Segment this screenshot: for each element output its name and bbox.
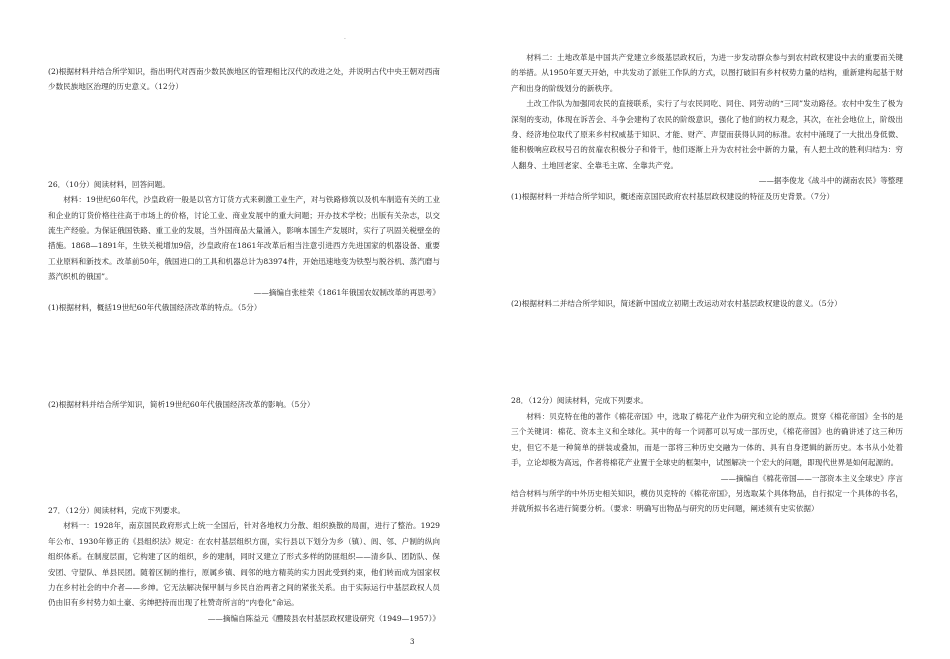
question-27-source-2: ——据李俊龙《战斗中的湖南农民》等整理 [758,176,903,186]
question-26-part-2: (2)根据材料并结合所学知识，简析19世纪60年代俄国经济改革的影响。（5分） [48,400,315,410]
question-27-material-2-paragraph-2: 土改工作队为加强同农民的直接联系，实行了与农民同吃、同住、同劳动的“三同”发动路径。农村中发生了极为深刻的变动，体现在诉苦会、斗争会建构了农民的阶级意识，强化了他们的权力观念，其次，在社会地位上，阶级出身、经济地位取代了原来乡村权威基于知识、才能、财产、声望而获得认同的标准。农村中涌现了一大批出身低微、能积极响应政权号召的贫雇农积极分子和骨干，他们逐渐上升为农村社会中新的力量，有人把土改的胜利归结为：穷人翻身、土地回老家、全靠毛主席、全靠共产党。 [511,99,903,170]
question-28-heading: 28．（12分）阅读材料，完成下列要求。 [511,396,649,406]
left-column [48,64,440,626]
question-27-part-1: (1)根据材料一并结合所学知识，概述南京国民政府农村基层政权建设的特征及历史背景。（7分） [511,191,835,201]
top-dot: · [344,36,346,43]
question-26-material: 材料：19世纪60年代，沙皇政府一般是以官方订货方式来刺激工业生产，对与铁路修筑以及机车制造有关的工业和企业的订货价格往往高于市场上的价格，讨论工业、商业发展中的重大问题；开办技术学校；出版有关杂志，以交流生产经验。为保证俄国铁路、重工业的发展，当外国商品大量涌入，影响本国生产发展时，实行了巩固关税壁垒的措施。1868—1891年，生铁关税增加9倍，沙皇政府在1861年改革后相当注意引进西方先进国家的机器设备、重要工业原料和新技术。改革前50年，俄国进口的工具和机器总计为83974件，开始迅速地变为铁型与脱谷机、蒸汽磨与蒸汽织机的俄国”。 [48,195,440,282]
question-27-material-2-paragraph-1: 材料二：土地改革是中国共产党建立乡级基层政权后，为进一步发动群众参与到农村政权建设中去的重要而关键的举措。从1950年夏天开始，中共发动了派驻工作队的方式，以图打破旧有乡村权势力量的结构，重新建构起基于财产和出身的阶级划分的新秩序。 [511,53,903,93]
question-26-part-1: (1)根据材料，概括19世纪60年代俄国经济改革的特点。（5分） [48,303,262,313]
question-28-source: ——摘编自《棉花帝国——一部资本主义全球史》序言 [720,473,903,483]
question-27-heading: 27．（12分）阅读材料，完成下列要求。 [48,505,186,515]
question-26-source: ——摘编自张桂荣《1861年俄国农奴制改革的再思考》 [253,287,440,297]
question-28-material: 材料：贝克特在他的著作《棉花帝国》中，选取了棉花产业作为研究和立论的原点。贯穿《棉花帝国》全书的是三个关键词：棉花、资本主义和全球化。其中的每一个词都可以写成一部历史，《棉花帝国》也的确讲述了这三种历史，但它不是一种简单的拼装或叠加，而是一部将三种历史交融为一体的、具有自身逻辑的新历史。本书从小处着手，立论却极为高远，作者将棉花产业置于全球史的框架中，试图解决一个宏大的问题，即现代世界是如何起源的。 [511,411,903,468]
question-26-heading: 26．（10分）阅读材料，回答问题。 [48,179,170,189]
question-25-part-2: (2)根据材料并结合所学知识，指出明代对西南少数民族地区的管理相比汉代的改进之处，并说明古代中央王朝对西南少数民族地区治理的历史意义。（12分） [48,67,440,92]
question-27-material-1: 材料一：1928年，南京国民政府形式上统一全国后，针对各地权力分散、组织换散的局面，进行了整治。1929年公布、1930年修正的《县组织法》规定：在农村基层组织方面，实行县以下划分为乡（镇）、闾、邻、户制的纵向组织体系。在制度层面，它构建了区的组织，乡的建制，同时又建立了形式多样的防匪组织——清乡队、团防队、保安团、守望队、单县民团。随着区制的推行，原属乡镇、闾邻的地方精英的实力因此受到约束，他们转而成为国家权力在乡村社会的中介者——乡绅。它无法解决保甲制与乡民自治两者之间的紧张关系。由于实际运行中基层政权人员仍由旧有乡村势力如土豪、劣绅把持而出现了杜赞奇所言的“内卷化”命运。 [48,521,440,608]
question-27-part-2: (2)根据材料二并结合所学知识，简述新中国成立初期土改运动对农村基层政权建设的意义。（5分） [511,299,842,309]
question-28-prompt: 结合材料与所学的中外历史相关知识，模仿贝克特的《棉花帝国》，另选取某个具体物品，自行拟定一个具体的书名，并就所拟书名进行简要分析。（要求：明确写出物品与研究的历史问题，阐述须有史实依据） [511,488,903,514]
question-27-source-1: ——摘编自陈益元《醴陵县农村基层政权建设研究（1949—1957）》 [207,613,440,623]
right-column [511,50,903,517]
page-number: 3 [410,638,415,646]
